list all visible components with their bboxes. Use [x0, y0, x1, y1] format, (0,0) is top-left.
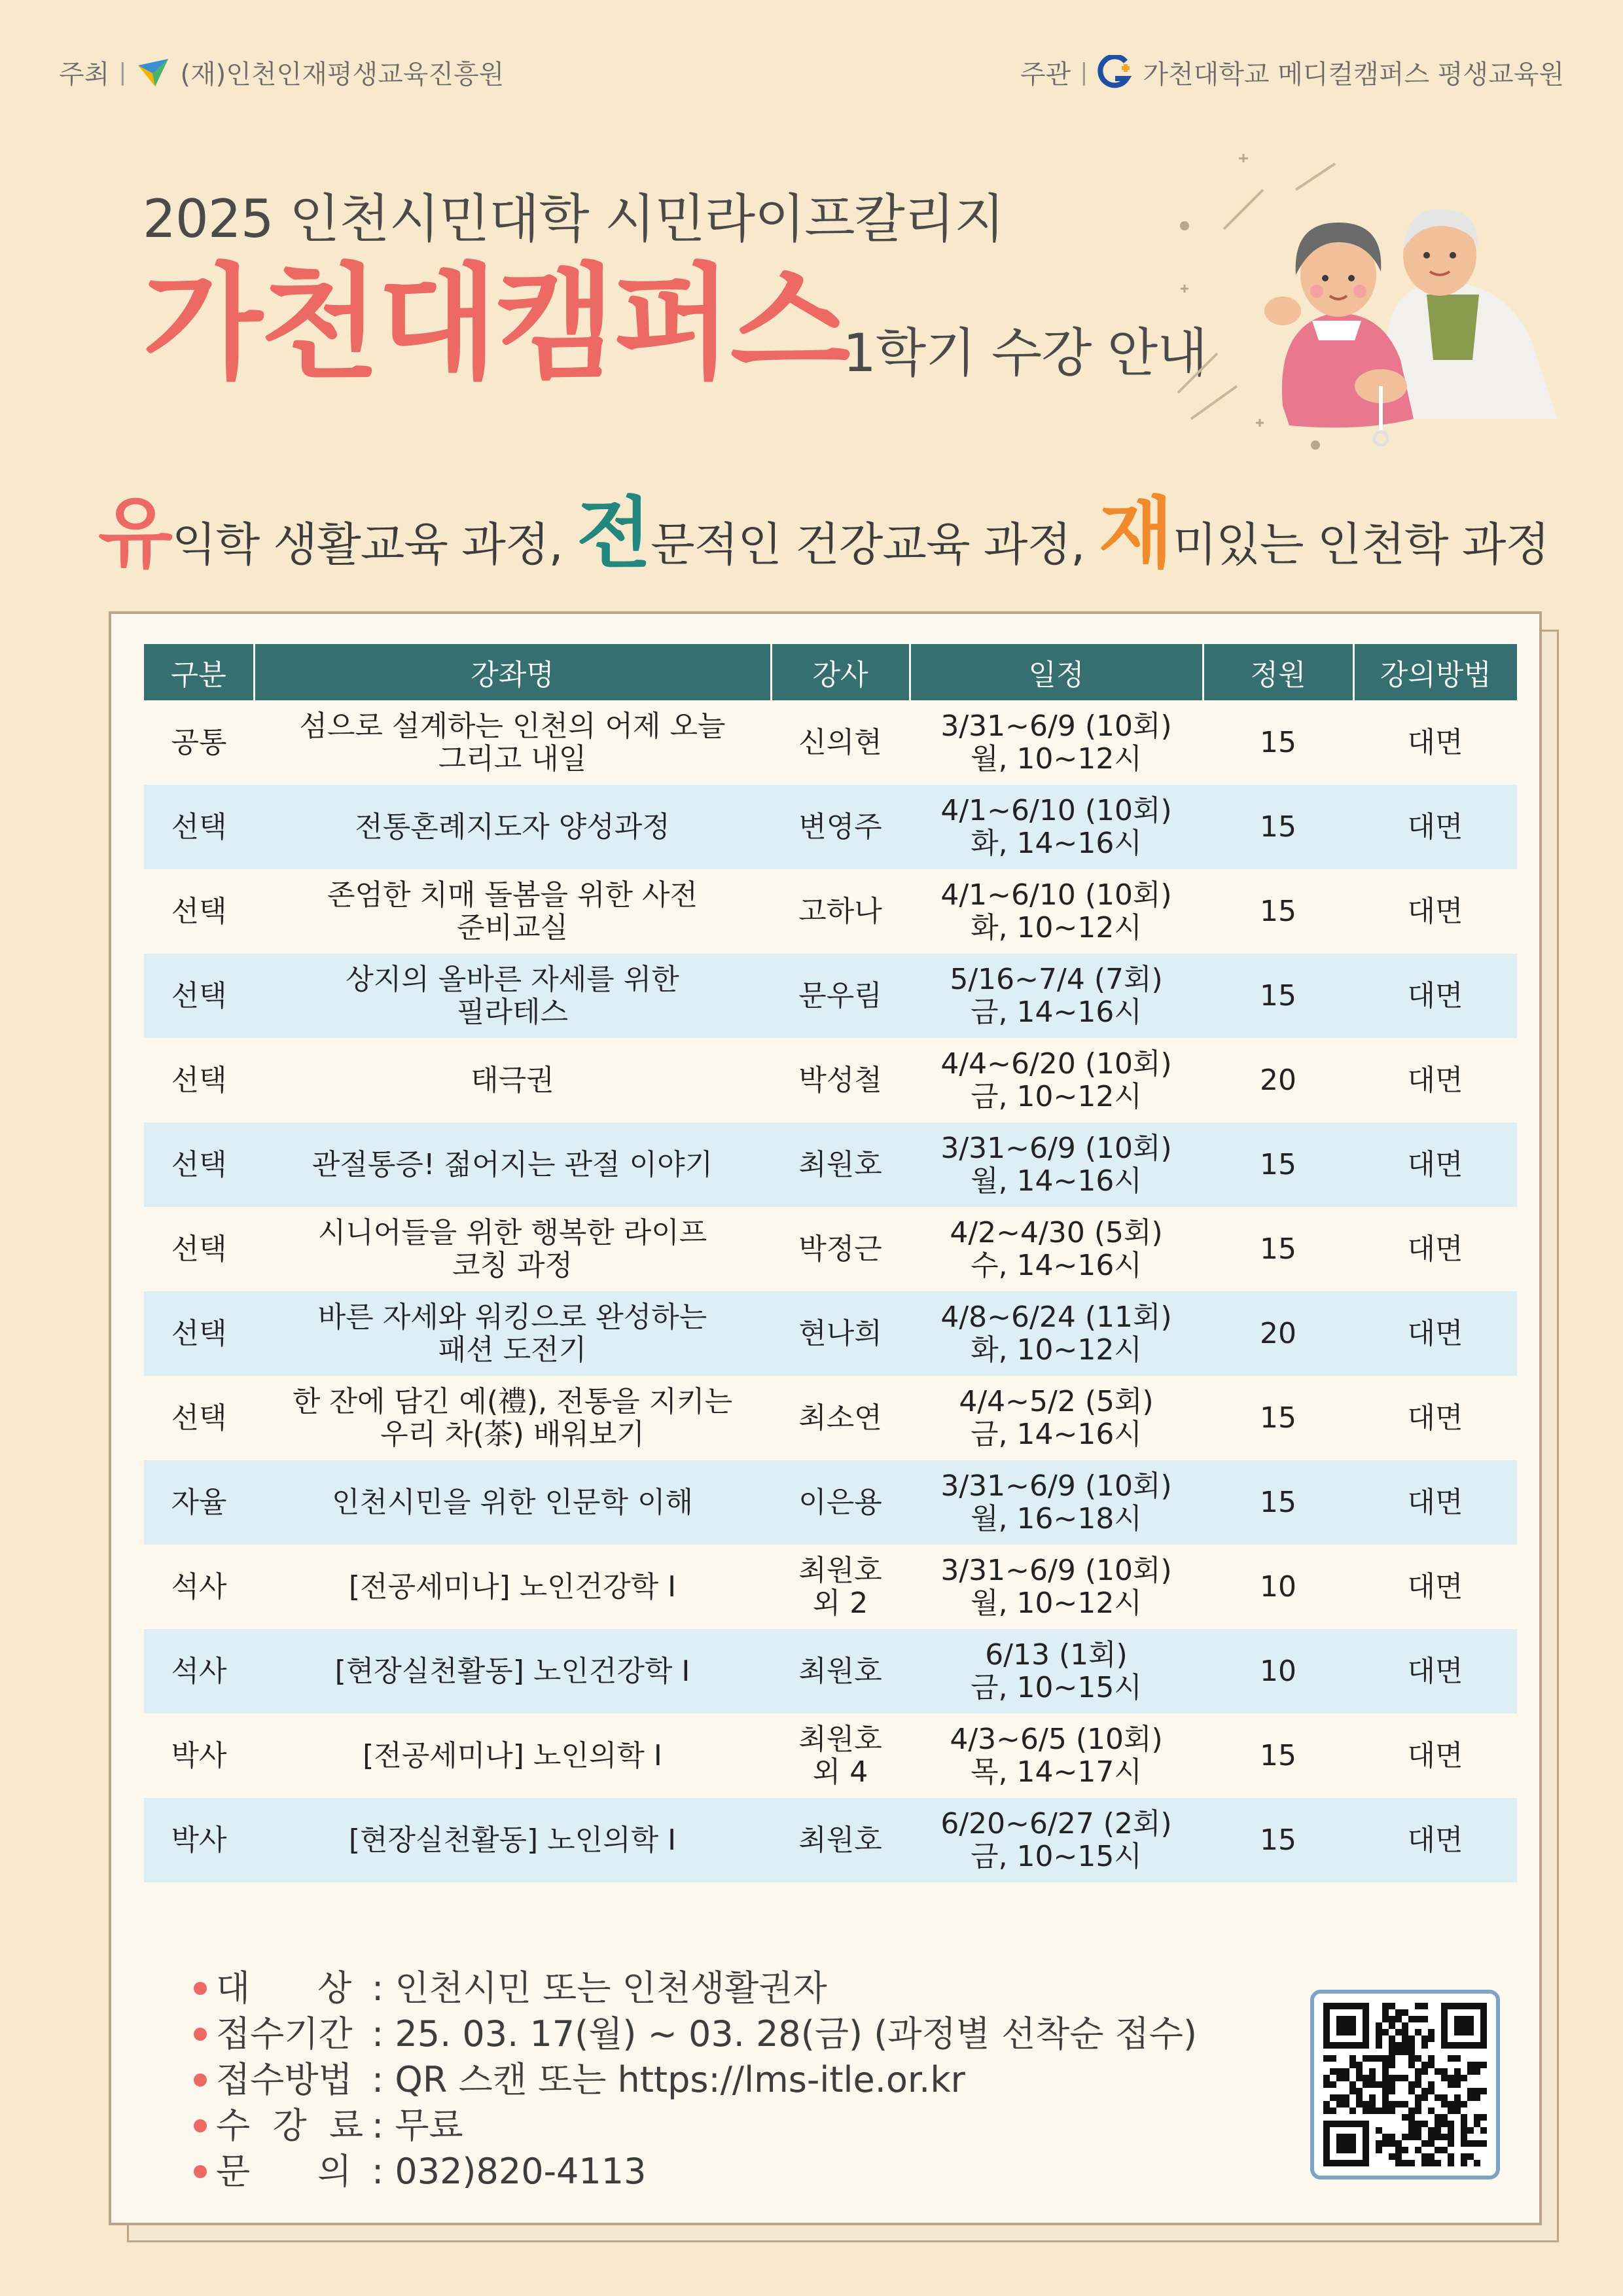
cell-type: [144, 1376, 254, 1460]
elderly-couple-illustration: [1165, 144, 1584, 458]
cell-instructor: [771, 1291, 910, 1376]
organizer-label: 주관: [1020, 60, 1071, 90]
cell-capacity-line: 15: [1260, 725, 1296, 759]
cell-course-line: 그리고 내일: [438, 742, 587, 776]
cell-instructor: [771, 1122, 910, 1207]
cell-instructor-line: 변영주: [798, 810, 882, 844]
info-period: [194, 2011, 1197, 2057]
cell-course-line: 존엄한 치매 돌봄을 위한 사전: [327, 878, 698, 912]
cell-instructor: [771, 1460, 910, 1545]
bullet-icon: [194, 2119, 207, 2132]
table-row: [144, 1629, 1517, 1713]
cell-instructor: [771, 785, 910, 869]
host-name: (재)인천인재평생교육진흥원: [180, 60, 505, 90]
cell-type: [144, 954, 254, 1038]
cell-type: [144, 1291, 254, 1376]
bullet-icon: [194, 2028, 207, 2041]
slogan-accent-2: 전: [576, 488, 651, 579]
cell-schedule-line: 수, 14~16시: [971, 1248, 1142, 1282]
cell-instructor: [771, 1629, 910, 1713]
cell-schedule: [910, 1629, 1203, 1713]
cell-schedule-line: 6/20~6/27 (2회): [940, 1807, 1172, 1841]
cell-schedule: [910, 785, 1203, 869]
header-bar: [0, 54, 1623, 99]
table-row: [144, 1122, 1517, 1207]
table-row: [144, 785, 1517, 869]
cell-capacity-line: 15: [1260, 1232, 1296, 1266]
cell-capacity-line: 15: [1260, 810, 1296, 844]
info-value: : 인천시민 또는 인천생활권자: [372, 1967, 827, 2009]
cell-instructor-line: 외 2: [812, 1586, 868, 1620]
cell-method: [1353, 1713, 1517, 1798]
cell-schedule: [910, 1713, 1203, 1798]
cell-capacity-line: 15: [1260, 1401, 1296, 1435]
cell-schedule: [910, 1207, 1203, 1291]
cell-capacity: [1203, 954, 1353, 1038]
info-value: : 25. 03. 17(월) ~ 03. 28(금) (과정별 선착순 접수): [372, 2013, 1198, 2054]
cell-capacity-line: 10: [1260, 1654, 1296, 1688]
cell-instructor: [771, 700, 910, 785]
cell-instructor: [771, 1798, 910, 1882]
cell-method-line: 대면: [1407, 1063, 1463, 1097]
cell-method-line: 대면: [1407, 1401, 1463, 1435]
cell-method-line: 대면: [1407, 725, 1463, 759]
table-header-row: [144, 644, 1517, 700]
cell-capacity: [1203, 1713, 1353, 1798]
col-header-instructor: 강사: [771, 644, 910, 700]
cell-type-line: 선택: [171, 894, 227, 928]
col-header-capacity: 정원: [1203, 644, 1353, 700]
cell-method-line: 대면: [1407, 1232, 1463, 1266]
cell-instructor: [771, 954, 910, 1038]
cell-instructor-line: 신의현: [798, 725, 882, 759]
cell-schedule-line: 3/31~6/9 (10회): [940, 709, 1172, 744]
cell-method-line: 대면: [1407, 1316, 1463, 1350]
cell-schedule-line: 4/4~6/20 (10회): [940, 1047, 1172, 1081]
cell-type-line: 박사: [171, 1738, 227, 1772]
cell-schedule: [910, 1460, 1203, 1545]
cell-course-line: [현장실천활동] 노인의학 I: [348, 1823, 677, 1857]
slogan-text-1: 익학 생활교육 과정,: [172, 518, 563, 571]
cell-course: [254, 1376, 771, 1460]
cell-schedule-line: 월, 10~12시: [971, 1586, 1142, 1620]
cell-course: [254, 1545, 771, 1629]
cell-course-line: 패션 도전기: [438, 1333, 587, 1367]
cell-method-line: 대면: [1407, 810, 1463, 844]
cell-method: [1353, 1038, 1517, 1122]
slogan-text-3: 미있는 인천학 과정: [1172, 518, 1550, 571]
cell-schedule: [910, 954, 1203, 1038]
cell-type: [144, 1798, 254, 1882]
table-row: [144, 700, 1517, 785]
cell-schedule-line: 4/4~5/2 (5회): [959, 1385, 1154, 1419]
cell-schedule-line: 금, 10~12시: [971, 1079, 1142, 1113]
table-row: [144, 1545, 1517, 1629]
cell-type: [144, 1038, 254, 1122]
bullet-icon: [194, 2073, 207, 2087]
cell-capacity-line: 15: [1260, 894, 1296, 928]
cell-course: [254, 869, 771, 954]
slogan-accent-1: 유: [98, 488, 172, 579]
table-row: [144, 1798, 1517, 1882]
cell-schedule-line: 3/31~6/9 (10회): [940, 1132, 1172, 1166]
cell-method-line: 대면: [1407, 894, 1463, 928]
gachon-logo-icon: [1097, 55, 1133, 90]
cell-schedule: [910, 1376, 1203, 1460]
cell-type: [144, 700, 254, 785]
cell-course-line: 섬으로 설계하는 인천의 어제 오늘: [299, 709, 726, 744]
cell-schedule-line: 월, 16~18시: [971, 1501, 1142, 1535]
cell-instructor-line: 최원호: [798, 1654, 882, 1688]
cell-method: [1353, 954, 1517, 1038]
col-header-method: 강의방법: [1353, 644, 1517, 700]
table-row: [144, 1207, 1517, 1291]
cell-capacity: [1203, 1545, 1353, 1629]
cell-schedule-line: 화, 10~12시: [971, 1333, 1142, 1367]
cell-course-line: 바른 자세와 워킹으로 완성하는: [317, 1300, 707, 1335]
cell-course: [254, 1713, 771, 1798]
table-row: [144, 1460, 1517, 1545]
cell-instructor: [771, 1713, 910, 1798]
cell-method: [1353, 700, 1517, 785]
cell-schedule: [910, 1291, 1203, 1376]
cell-course-line: 상지의 올바른 자세를 위한: [346, 963, 679, 997]
cell-schedule-line: 4/2~4/30 (5회): [950, 1216, 1163, 1250]
cell-schedule-line: 월, 10~12시: [971, 742, 1142, 776]
table-row: [144, 869, 1517, 954]
cell-course-line: 인천시민을 위한 인문학 이해: [331, 1485, 693, 1519]
cell-method-line: 대면: [1407, 1485, 1463, 1519]
table-row: [144, 1713, 1517, 1798]
cell-method: [1353, 1460, 1517, 1545]
cell-type-line: 공통: [171, 725, 227, 759]
cell-instructor-line: 최원호: [798, 1147, 882, 1181]
cell-type-line: 선택: [171, 1401, 227, 1435]
cell-capacity: [1203, 1629, 1353, 1713]
cell-type-line: 자율: [171, 1485, 227, 1519]
cell-instructor: [771, 869, 910, 954]
cell-method-line: 대면: [1407, 1570, 1463, 1604]
cell-schedule: [910, 1122, 1203, 1207]
cell-instructor: [771, 1207, 910, 1291]
cell-capacity-line: 20: [1260, 1316, 1296, 1350]
info-fee: [194, 2103, 1197, 2149]
cell-capacity-line: 20: [1260, 1063, 1296, 1097]
cell-instructor-line: 이은용: [798, 1485, 882, 1519]
course-table-body: [144, 700, 1517, 1882]
cell-capacity: [1203, 1207, 1353, 1291]
cell-capacity-line: 10: [1260, 1570, 1296, 1604]
cell-method: [1353, 1545, 1517, 1629]
course-table: [144, 644, 1517, 1882]
table-row: [144, 1291, 1517, 1376]
col-header-schedule: 일정: [910, 644, 1203, 700]
slogan: [98, 471, 1551, 583]
cell-type-line: 선택: [171, 810, 227, 844]
cell-type: [144, 1122, 254, 1207]
info-label: 문 의: [216, 2151, 352, 2192]
cell-course-line: 관절통증! 젊어지는 관절 이야기: [312, 1147, 713, 1181]
cell-schedule-line: 4/1~6/10 (10회): [940, 794, 1172, 828]
cell-course-line: [현장실천활동] 노인건강학 I: [334, 1654, 690, 1688]
cell-course-line: 필라테스: [456, 995, 568, 1029]
cell-capacity: [1203, 1122, 1353, 1207]
cell-schedule-line: 월, 14~16시: [971, 1164, 1142, 1198]
cell-schedule-line: 3/31~6/9 (10회): [940, 1554, 1172, 1588]
incheon-logo-icon: [135, 56, 171, 89]
cell-schedule: [910, 700, 1203, 785]
cell-course: [254, 1207, 771, 1291]
cell-instructor: [771, 1038, 910, 1122]
cell-schedule-line: 화, 14~16시: [971, 826, 1142, 860]
info-value: : 032)820-4113: [372, 2151, 647, 2192]
cell-schedule: [910, 1545, 1203, 1629]
cell-instructor-line: 외 4: [812, 1755, 868, 1789]
cell-type-line: 선택: [171, 978, 227, 1013]
cell-instructor-line: 문우림: [798, 978, 882, 1013]
cell-schedule-line: 4/1~6/10 (10회): [940, 878, 1172, 912]
cell-type-line: 석사: [171, 1654, 227, 1688]
bullet-icon: [194, 1982, 207, 1995]
cell-course: [254, 1291, 771, 1376]
cell-instructor-line: 박성철: [798, 1063, 882, 1097]
cell-method: [1353, 869, 1517, 954]
info-label: 접수방법: [216, 2059, 353, 2100]
table-row: [144, 1376, 1517, 1460]
cell-schedule-line: 금, 10~15시: [971, 1670, 1142, 1704]
cell-type: [144, 1207, 254, 1291]
cell-type-line: 선택: [171, 1316, 227, 1350]
cell-schedule-line: 4/3~6/5 (10회): [950, 1723, 1163, 1757]
info-label: 대 상: [216, 1967, 352, 2009]
organizer-name: 가천대학교 메디컬캠퍼스 평생교육원: [1143, 60, 1564, 90]
cell-course-line: 한 잔에 담긴 예(禮), 전통을 지키는: [292, 1385, 733, 1419]
cell-capacity: [1203, 1798, 1353, 1882]
cell-schedule-line: 5/16~7/4 (7회): [950, 963, 1163, 997]
cell-type: [144, 869, 254, 954]
cell-course: [254, 1460, 771, 1545]
info-contact: [194, 2149, 1197, 2195]
cell-type-line: 선택: [171, 1232, 227, 1266]
cell-type-line: 선택: [171, 1147, 227, 1181]
cell-course: [254, 785, 771, 869]
program-subtitle: 2025 인천시민대학 시민라이프칼리지: [143, 188, 1005, 249]
cell-instructor-line: 최원호: [798, 1554, 882, 1588]
qr-code[interactable]: [1310, 1990, 1500, 2179]
cell-course-line: [전공세미나] 노인건강학 I: [348, 1570, 677, 1604]
cell-schedule-line: 금, 14~16시: [971, 1417, 1142, 1451]
cell-course-line: 시니어들을 위한 행복한 라이프: [317, 1216, 707, 1250]
cell-type: [144, 1713, 254, 1798]
cell-capacity-line: 15: [1260, 1823, 1296, 1857]
cell-schedule-line: 목, 14~17시: [971, 1755, 1142, 1789]
cell-schedule-line: 6/13 (1회): [985, 1638, 1128, 1672]
slogan-text-2: 문적인 건강교육 과정,: [650, 518, 1085, 571]
cell-type: [144, 785, 254, 869]
cell-method-line: 대면: [1407, 1738, 1463, 1772]
cell-method-line: 대면: [1407, 1147, 1463, 1181]
cell-schedule: [910, 869, 1203, 954]
cell-type: [144, 1460, 254, 1545]
cell-instructor-line: 최원호: [798, 1723, 882, 1757]
info-list: [194, 1965, 1197, 2195]
cell-capacity: [1203, 1376, 1353, 1460]
cell-schedule-line: 3/31~6/9 (10회): [940, 1469, 1172, 1503]
bullet-icon: [194, 2165, 207, 2178]
col-header-course: 강좌명: [254, 644, 771, 700]
cell-method: [1353, 1122, 1517, 1207]
cell-capacity: [1203, 1291, 1353, 1376]
info-label: 접수기간: [216, 2013, 353, 2054]
cell-method: [1353, 1798, 1517, 1882]
cell-type-line: 선택: [171, 1063, 227, 1097]
cell-instructor-line: 고하나: [798, 894, 882, 928]
cell-instructor: [771, 1545, 910, 1629]
info-target: [194, 1965, 1197, 2011]
cell-capacity: [1203, 785, 1353, 869]
cell-schedule-line: 금, 10~15시: [971, 1839, 1142, 1873]
cell-capacity-line: 15: [1260, 1147, 1296, 1181]
info-value: : 무료: [372, 2105, 463, 2146]
cell-capacity: [1203, 700, 1353, 785]
cell-course: [254, 1629, 771, 1713]
cell-course-line: 준비교실: [456, 910, 568, 944]
cell-schedule-line: 4/8~6/24 (11회): [940, 1300, 1172, 1335]
cell-method: [1353, 785, 1517, 869]
cell-course: [254, 700, 771, 785]
cell-method-line: 대면: [1407, 1654, 1463, 1688]
cell-method-line: 대면: [1407, 1823, 1463, 1857]
cell-capacity-line: 15: [1260, 1738, 1296, 1772]
cell-type-line: 석사: [171, 1570, 227, 1604]
host-block: [59, 54, 504, 91]
info-label: 수 강 료: [216, 2105, 364, 2146]
cell-capacity-line: 15: [1260, 978, 1296, 1013]
cell-method-line: 대면: [1407, 978, 1463, 1013]
cell-method: [1353, 1207, 1517, 1291]
campus-title: 가천대캠퍼스: [143, 251, 848, 396]
cell-method: [1353, 1376, 1517, 1460]
cell-capacity: [1203, 869, 1353, 954]
cell-course: [254, 954, 771, 1038]
slogan-accent-3: 재: [1098, 488, 1173, 579]
host-label: 주최: [59, 60, 110, 90]
cell-capacity-line: 15: [1260, 1485, 1296, 1519]
table-row: [144, 1038, 1517, 1122]
cell-course: [254, 1798, 771, 1882]
cell-course-line: [전공세미나] 노인의학 I: [363, 1738, 662, 1772]
cell-instructor: [771, 1376, 910, 1460]
cell-course: [254, 1038, 771, 1122]
cell-course-line: 우리 차(茶) 배워보기: [380, 1417, 645, 1451]
separator: |: [118, 59, 127, 86]
cell-schedule: [910, 1038, 1203, 1122]
info-value[interactable]: : QR 스캔 또는 https://lms-itle.or.kr: [372, 2059, 965, 2100]
cell-course-line: 코칭 과정: [452, 1248, 573, 1282]
organizer-block: [1020, 54, 1564, 91]
cell-instructor-line: 최소연: [798, 1401, 882, 1435]
cell-instructor-line: 박정근: [798, 1232, 882, 1266]
table-row: [144, 954, 1517, 1038]
cell-type-line: 박사: [171, 1823, 227, 1857]
term-label: 1학기 수강 안내: [843, 323, 1207, 384]
qr-code-icon: [1323, 2003, 1487, 2166]
cell-course: [254, 1122, 771, 1207]
cell-schedule: [910, 1798, 1203, 1882]
cell-method: [1353, 1629, 1517, 1713]
info-method: [194, 2057, 1197, 2103]
cell-schedule-line: 화, 10~12시: [971, 910, 1142, 944]
cell-capacity: [1203, 1460, 1353, 1545]
cell-method: [1353, 1291, 1517, 1376]
cell-schedule-line: 금, 14~16시: [971, 995, 1142, 1029]
separator: |: [1080, 59, 1088, 86]
cell-instructor-line: 최원호: [798, 1823, 882, 1857]
cell-course-line: 전통혼례지도자 양성과정: [355, 810, 670, 844]
cell-type: [144, 1545, 254, 1629]
col-header-type: 구분: [144, 644, 254, 700]
cell-type: [144, 1629, 254, 1713]
cell-capacity: [1203, 1038, 1353, 1122]
cell-course-line: 태극권: [471, 1063, 554, 1097]
cell-instructor-line: 현나희: [798, 1316, 882, 1350]
